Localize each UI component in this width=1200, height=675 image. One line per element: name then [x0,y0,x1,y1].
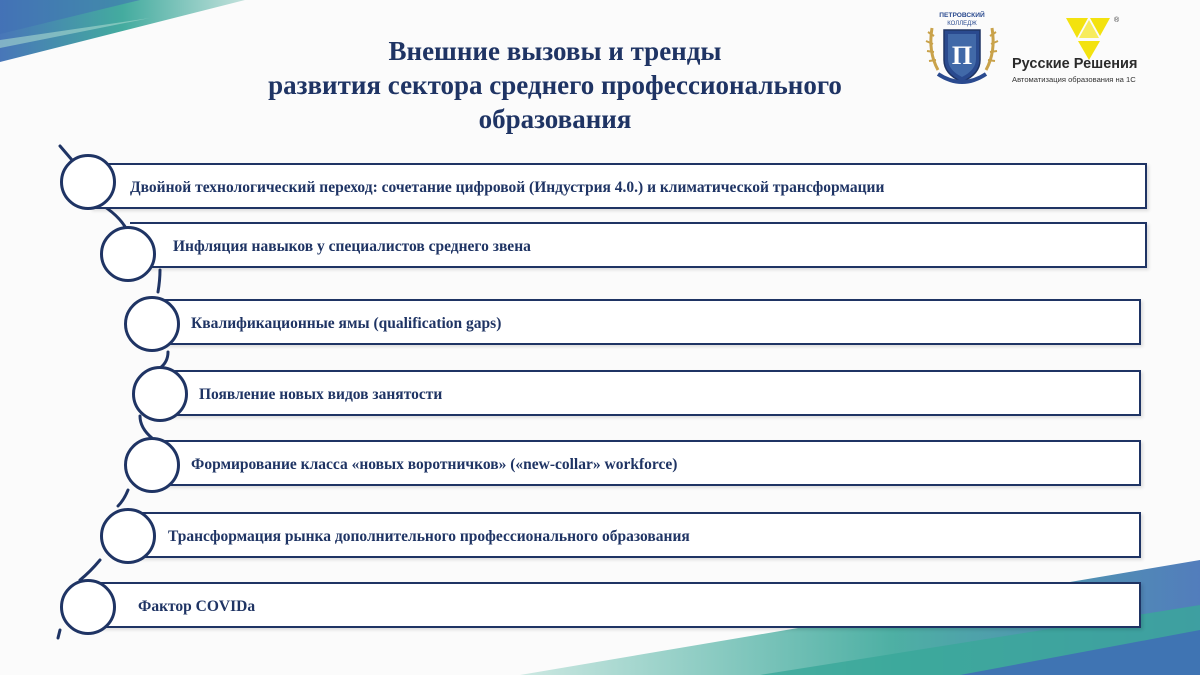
list-item [154,299,1141,345]
college-emblem-logo [924,8,1000,90]
item-marker-circle [132,366,188,422]
item-marker-circle [60,154,116,210]
svg-text:КОЛЛЕДЖ: КОЛЛЕДЖ [947,21,977,27]
list-item [130,222,1147,268]
brand-tagline: Автоматизация образования на 1С [1012,75,1136,84]
list-item [90,582,1141,628]
russkie-resheniya-logo [1012,12,1162,92]
list-item [130,512,1141,558]
title-line-2: развития сектора среднего профессионального [268,70,842,100]
svg-text:ПЕТРОВСКИЙ: ПЕТРОВСКИЙ [939,12,985,19]
list-item [154,440,1141,486]
list-item-label: Квалификационные ямы (qualification gaps) [191,315,502,332]
list-item-label: Фактор COVIDа [138,598,256,615]
svg-text:П: П [951,41,973,70]
brand-name: Русские Решения [1012,56,1138,72]
item-marker-circle [124,437,180,493]
list-item-label: Формирование класса «новых воротничков» («new-collar» workforce) [191,456,678,473]
list-item-label: Трансформация рынка дополнительного профессионального образования [168,528,690,545]
item-marker-circle [60,579,116,635]
list-item-label: Инфляция навыков у специалистов среднего звена [173,238,531,255]
title-line-1: Внешние вызовы и тренды [388,36,722,66]
item-marker-circle [100,226,156,282]
slide-title [200,34,910,136]
list-item-label: Двойной технологический переход: сочетание цифровой (Индустрия 4.0.) и климатической трансформации [130,179,885,196]
item-marker-circle [100,508,156,564]
item-marker-circle [124,296,180,352]
list-item-label: Появление новых видов занятости [199,386,443,403]
title-line-3: образования [478,104,632,134]
list-item [160,370,1141,416]
registered-mark: ® [1114,17,1120,24]
list-item [90,163,1147,209]
